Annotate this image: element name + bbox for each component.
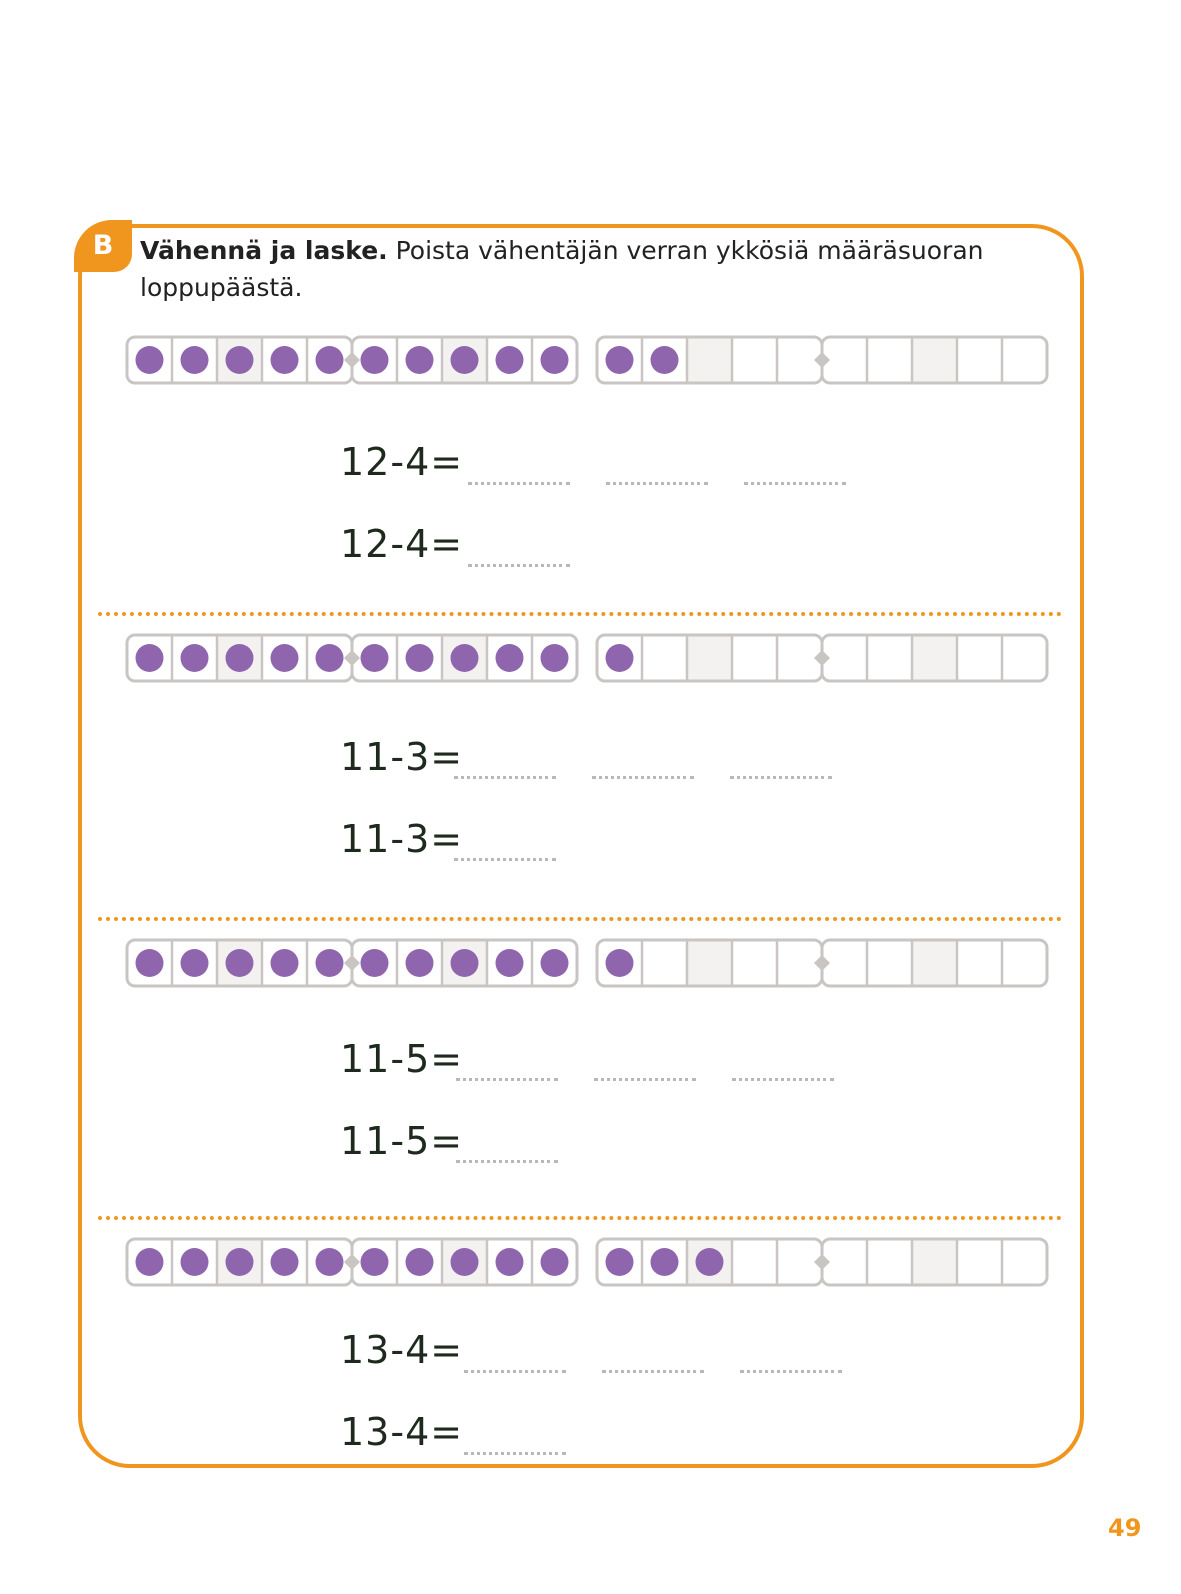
answer-blank[interactable] — [454, 776, 556, 779]
bead — [451, 949, 479, 977]
bead — [181, 644, 209, 672]
bead — [496, 949, 524, 977]
bead — [271, 346, 299, 374]
bead — [361, 644, 389, 672]
section-separator — [98, 917, 1062, 921]
bead — [361, 346, 389, 374]
answer-blank[interactable] — [464, 1452, 566, 1455]
connector-diamond — [814, 955, 830, 971]
bead — [606, 1248, 634, 1276]
answer-blank[interactable] — [744, 482, 846, 485]
answer-blank[interactable] — [606, 482, 708, 485]
bead — [136, 1248, 164, 1276]
bead — [316, 1248, 344, 1276]
bead — [181, 346, 209, 374]
answer-blank[interactable] — [592, 776, 694, 779]
connector-diamond — [344, 352, 360, 368]
expression-3b: 11-5= — [340, 1119, 464, 1163]
bead — [226, 644, 254, 672]
section-separator — [98, 1216, 1062, 1220]
bead — [496, 346, 524, 374]
connector-diamond — [814, 1254, 830, 1270]
bead — [451, 346, 479, 374]
instruction-text: Poista vähentäjän verran ykkösiä määräsuoran loppupäästä. — [140, 236, 984, 302]
expression-1a: 12-4= — [340, 440, 464, 484]
bead — [541, 1248, 569, 1276]
answer-blank[interactable] — [732, 1078, 834, 1081]
section-separator — [98, 612, 1062, 616]
bead — [406, 1248, 434, 1276]
bead — [451, 1248, 479, 1276]
task-badge: B — [74, 220, 132, 272]
expression-3a: 11-5= — [340, 1037, 464, 1081]
expression-4a: 13-4= — [340, 1328, 464, 1372]
bead — [181, 949, 209, 977]
answer-blank[interactable] — [454, 858, 556, 861]
bead — [651, 346, 679, 374]
connector-diamond — [344, 1254, 360, 1270]
bead — [316, 346, 344, 374]
bead — [136, 346, 164, 374]
bead — [606, 346, 634, 374]
connector-diamond — [814, 352, 830, 368]
bead — [316, 644, 344, 672]
bead — [316, 949, 344, 977]
bead — [361, 1248, 389, 1276]
bead — [226, 346, 254, 374]
expression-2b: 11-3= — [340, 817, 464, 861]
bead — [271, 949, 299, 977]
bead — [226, 1248, 254, 1276]
shaded-cell — [912, 635, 957, 681]
bead — [451, 644, 479, 672]
answer-blank[interactable] — [740, 1370, 842, 1373]
answer-blank[interactable] — [602, 1370, 704, 1373]
bead — [496, 644, 524, 672]
answer-blank[interactable] — [468, 482, 570, 485]
shaded-cell — [912, 940, 957, 986]
bead — [606, 644, 634, 672]
answer-blank[interactable] — [730, 776, 832, 779]
shaded-cell — [687, 940, 732, 986]
connector-diamond — [344, 650, 360, 666]
expression-4b: 13-4= — [340, 1410, 464, 1454]
connector-diamond — [814, 650, 830, 666]
answer-blank[interactable] — [594, 1078, 696, 1081]
shaded-cell — [687, 337, 732, 383]
answer-blank[interactable] — [464, 1370, 566, 1373]
expression-1b: 12-4= — [340, 522, 464, 566]
shaded-cell — [687, 635, 732, 681]
bead — [541, 644, 569, 672]
page-number: 49 — [1108, 1514, 1142, 1542]
bead — [541, 949, 569, 977]
bead — [406, 346, 434, 374]
bead — [541, 346, 569, 374]
shaded-cell — [912, 1239, 957, 1285]
bead — [361, 949, 389, 977]
bead — [606, 949, 634, 977]
bead — [136, 644, 164, 672]
answer-blank[interactable] — [456, 1078, 558, 1081]
expression-2a: 11-3= — [340, 735, 464, 779]
bead — [496, 1248, 524, 1276]
answer-blank[interactable] — [468, 564, 570, 567]
instruction-bold: Vähennä ja laske. — [140, 236, 388, 265]
bead — [271, 644, 299, 672]
shaded-cell — [912, 337, 957, 383]
bead — [271, 1248, 299, 1276]
answer-blank[interactable] — [456, 1160, 558, 1163]
bead — [136, 949, 164, 977]
bead — [406, 949, 434, 977]
bead — [181, 1248, 209, 1276]
bead — [696, 1248, 724, 1276]
connector-diamond — [344, 955, 360, 971]
bead — [651, 1248, 679, 1276]
bead — [226, 949, 254, 977]
bead — [406, 644, 434, 672]
